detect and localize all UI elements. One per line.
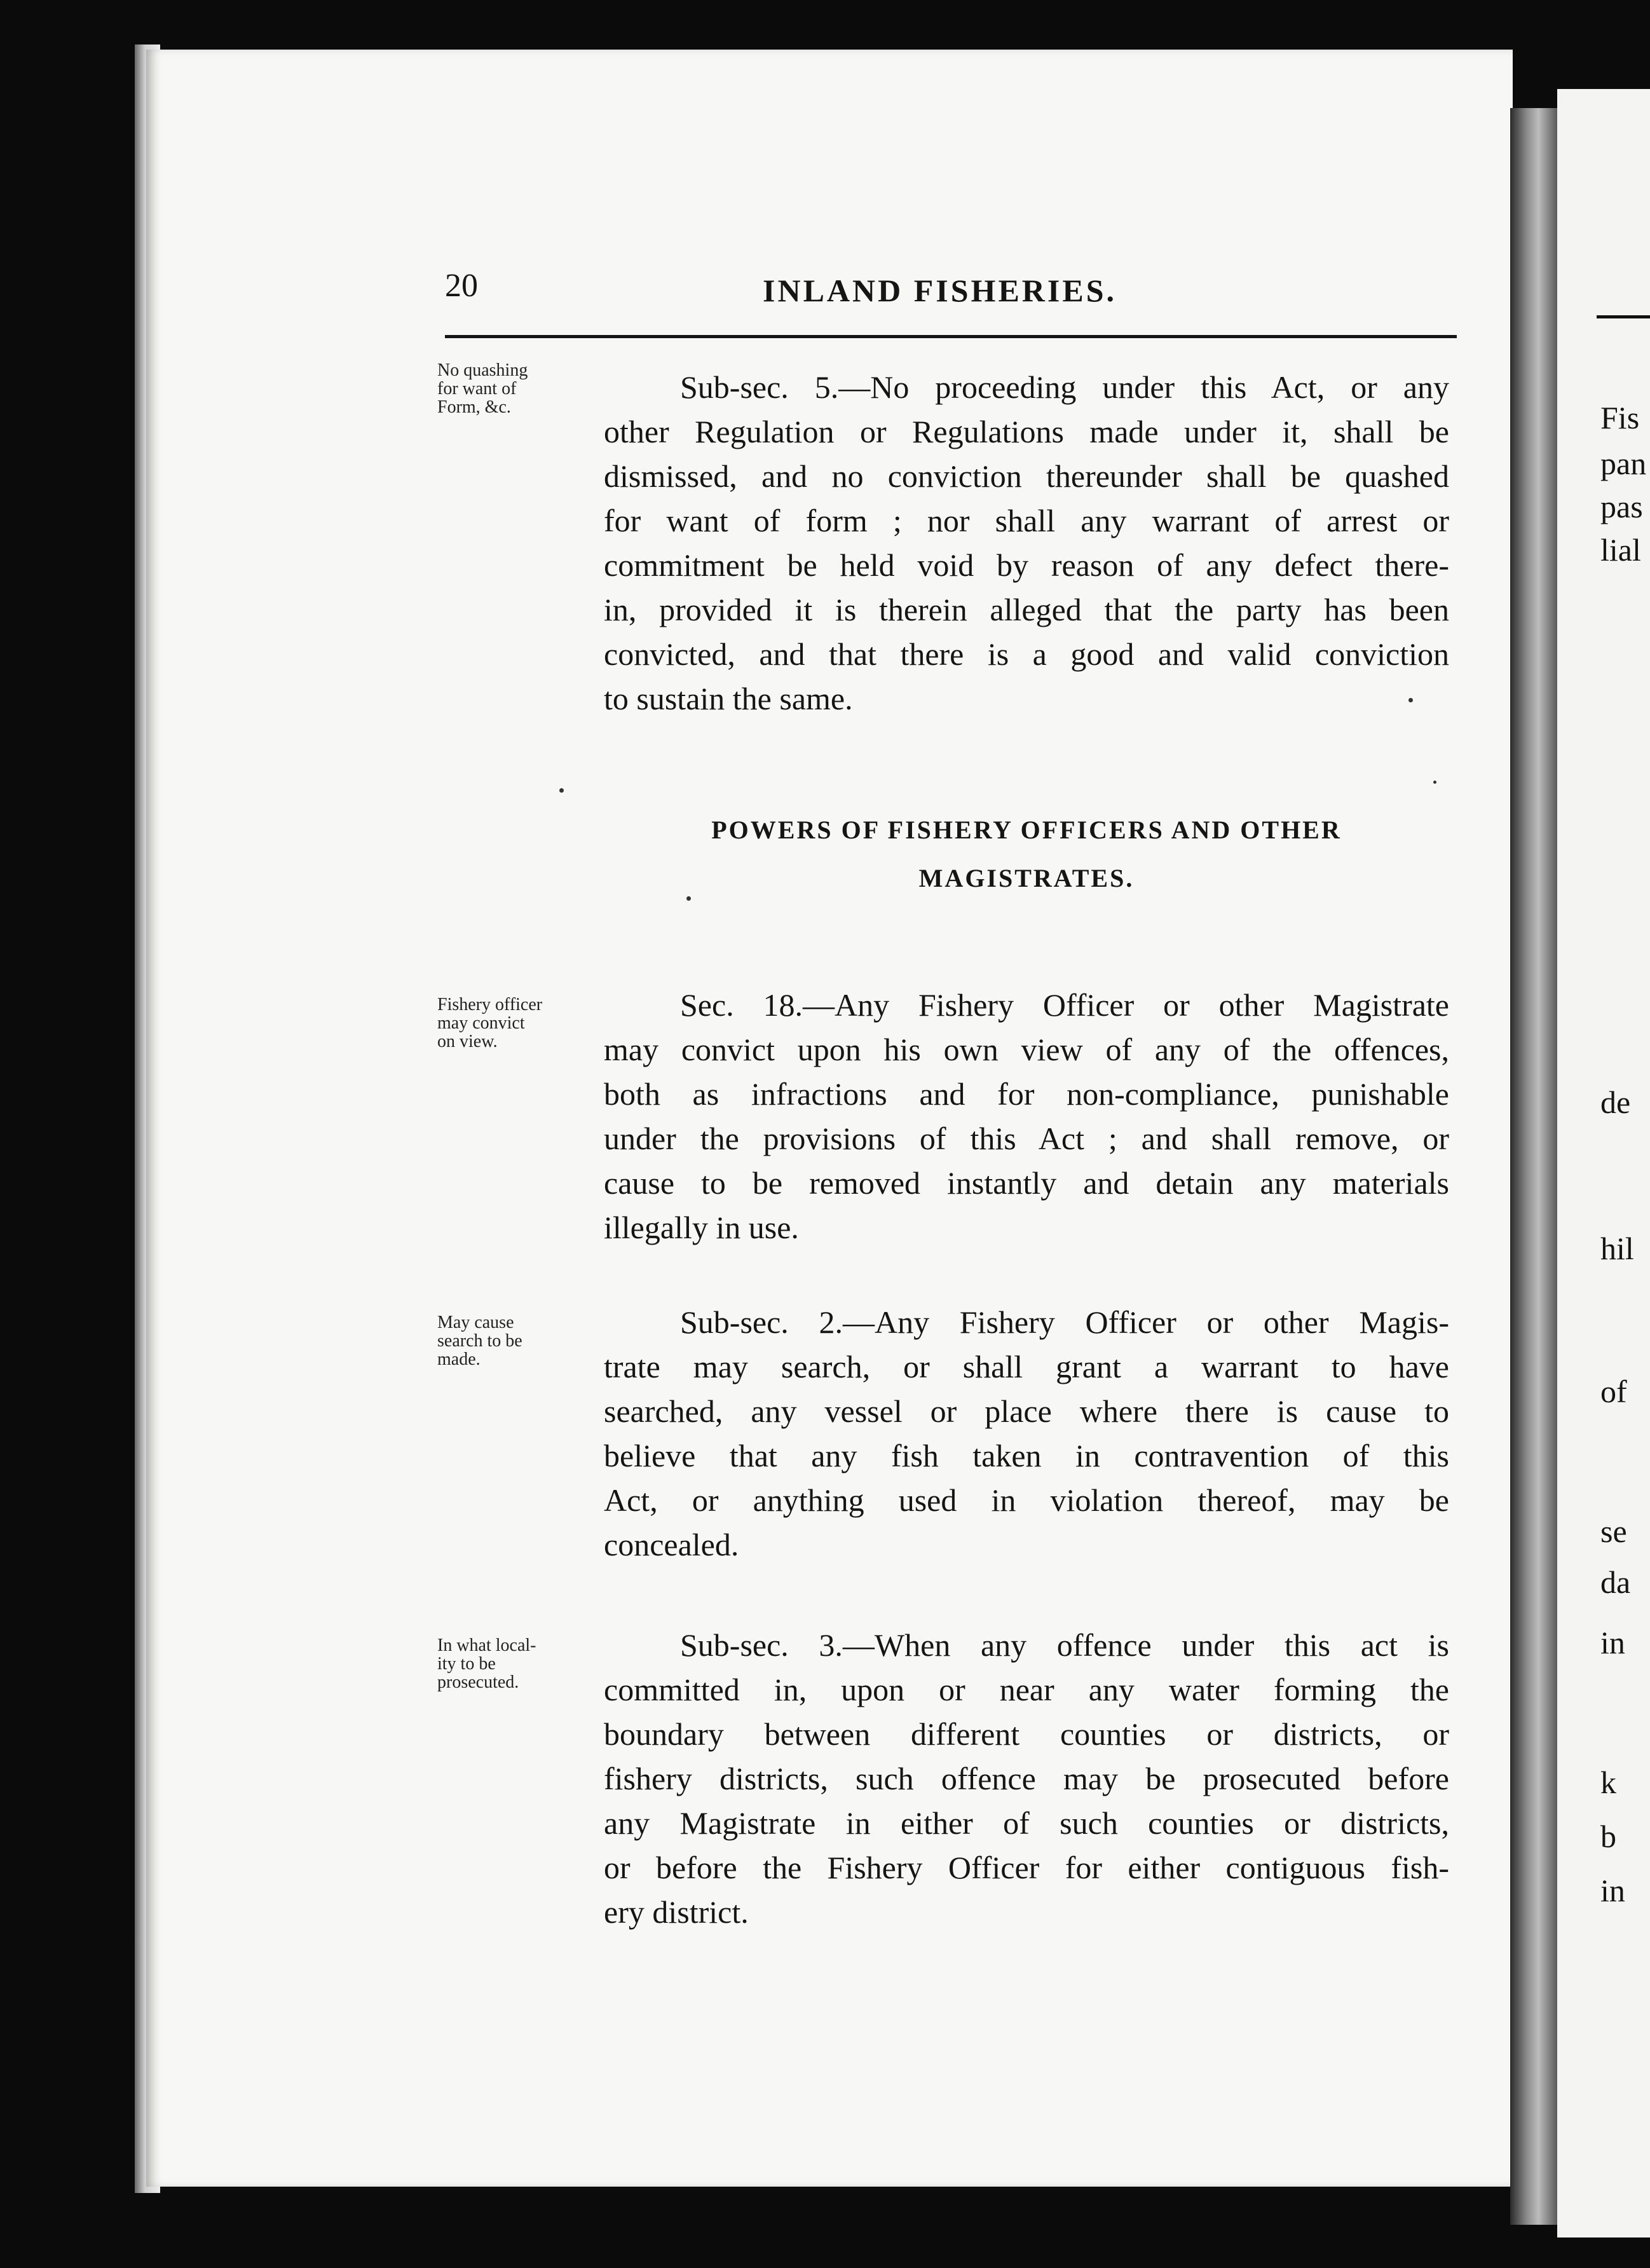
text-line: Act, or anything used in violation thereof, may be: [604, 1482, 1449, 1518]
margin-note-convict-on-view: [437, 995, 590, 1051]
text-line: fishery districts, such offence may be prosecuted before: [604, 1761, 1449, 1796]
text-line: under the provisions of this Act ; and shall remove, or: [604, 1121, 1449, 1156]
scan-speck: [1433, 781, 1436, 784]
facing-page-fragment: pas: [1600, 489, 1643, 524]
text-line: Sub-sec. 2.—Any Fishery Officer or other Magis-: [680, 1304, 1449, 1340]
margin-note-line: for want of: [437, 379, 517, 399]
facing-page-fragment: lial: [1600, 532, 1641, 568]
text-line: Sub-sec. 3.—When any offence under this act is: [680, 1627, 1449, 1663]
text-line: illegally in use.: [604, 1210, 799, 1245]
facing-page-fragment: of: [1600, 1374, 1627, 1409]
margin-note-line: made.: [437, 1349, 481, 1369]
text-line: any Magistrate in either of such counties or districts,: [604, 1805, 1449, 1841]
facing-page-fragment: de: [1600, 1084, 1631, 1120]
facing-page-fragment: k: [1600, 1765, 1616, 1800]
running-head: INLAND FISHERIES.: [763, 273, 1117, 308]
facing-page-fragment: pan: [1600, 446, 1647, 481]
facing-page-fragment: hil: [1600, 1231, 1634, 1266]
paragraph-subsec-5: [604, 365, 1449, 721]
facing-page-fragment: se: [1600, 1513, 1627, 1549]
margin-note-line: In what local-: [437, 1636, 536, 1655]
text-line: both as infractions and for non-compliance, punishable: [604, 1076, 1449, 1112]
text-line: cause to be removed instantly and detain any materials: [604, 1165, 1449, 1201]
margin-note-cause-search: [437, 1313, 590, 1369]
text-line: trate may search, or shall grant a warrant to have: [604, 1349, 1449, 1384]
section-heading: [610, 806, 1443, 903]
book-gutter: [1510, 108, 1557, 2225]
paragraph-sec-18: [604, 983, 1449, 1250]
margin-note-line: No quashing: [437, 360, 528, 380]
facing-page-fragment: b: [1600, 1819, 1616, 1854]
facing-page-fragment: in: [1600, 1873, 1625, 1908]
margin-note-line: search to be: [437, 1331, 522, 1351]
text-line: believe that any fish taken in contravention of this: [604, 1438, 1449, 1473]
paragraph-subsec-2: [604, 1300, 1449, 1567]
margin-note-locality: [437, 1636, 590, 1691]
scan-speck: [686, 896, 691, 901]
text-line: commitment be held void by reason of any defect there-: [604, 547, 1449, 583]
text-line: committed in, upon or near any water forming the: [604, 1672, 1449, 1707]
paragraph-subsec-3: [604, 1623, 1449, 1934]
text-line: for want of form ; nor shall any warrant of arrest or: [604, 503, 1449, 538]
text-line: convicted, and that there is a good and valid conviction: [604, 636, 1449, 672]
text-line: to sustain the same.: [604, 681, 853, 716]
header-rule: [445, 335, 1457, 338]
facing-page-fragment: in: [1600, 1625, 1625, 1660]
text-line: other Regulation or Regulations made under it, shall be: [604, 414, 1449, 449]
scan-speck: [1408, 698, 1413, 702]
margin-note-line: Fishery officer: [437, 995, 543, 1014]
text-line: Sub-sec. 5.—No proceeding under this Act, or any: [680, 369, 1449, 405]
section-heading-line: MAGISTRATES.: [918, 864, 1135, 892]
text-line: Sec. 18.—Any Fishery Officer or other Magistrate: [680, 987, 1449, 1023]
margin-note-no-quashing: [437, 361, 590, 416]
margin-note-line: May cause: [437, 1313, 514, 1332]
text-line: searched, any vessel or place where there is cause to: [604, 1393, 1449, 1429]
text-line: or before the Fishery Officer for either contiguous fish-: [604, 1850, 1449, 1885]
text-line: in, provided it is therein alleged that the party has been: [604, 592, 1449, 627]
facing-page-rule: [1597, 315, 1650, 318]
margin-note-line: on view.: [437, 1032, 498, 1051]
facing-page-fragment: da: [1600, 1564, 1631, 1600]
margin-note-line: prosecuted.: [437, 1672, 519, 1692]
margin-note-line: Form, &c.: [437, 397, 511, 417]
margin-note-line: may convict: [437, 1013, 525, 1033]
page-number: 20: [445, 268, 478, 304]
text-line: dismissed, and no conviction thereunder shall be quashed: [604, 458, 1449, 494]
text-line: ery district.: [604, 1894, 749, 1930]
facing-page-fragment: Fis: [1600, 400, 1640, 435]
scan-speck: [559, 788, 564, 793]
section-heading-line: POWERS OF FISHERY OFFICERS AND OTHER: [711, 816, 1342, 844]
margin-note-line: ity to be: [437, 1654, 496, 1674]
text-line: concealed.: [604, 1527, 739, 1562]
text-line: boundary between different counties or districts, or: [604, 1716, 1449, 1752]
text-line: may convict upon his own view of any of the offences,: [604, 1032, 1449, 1067]
